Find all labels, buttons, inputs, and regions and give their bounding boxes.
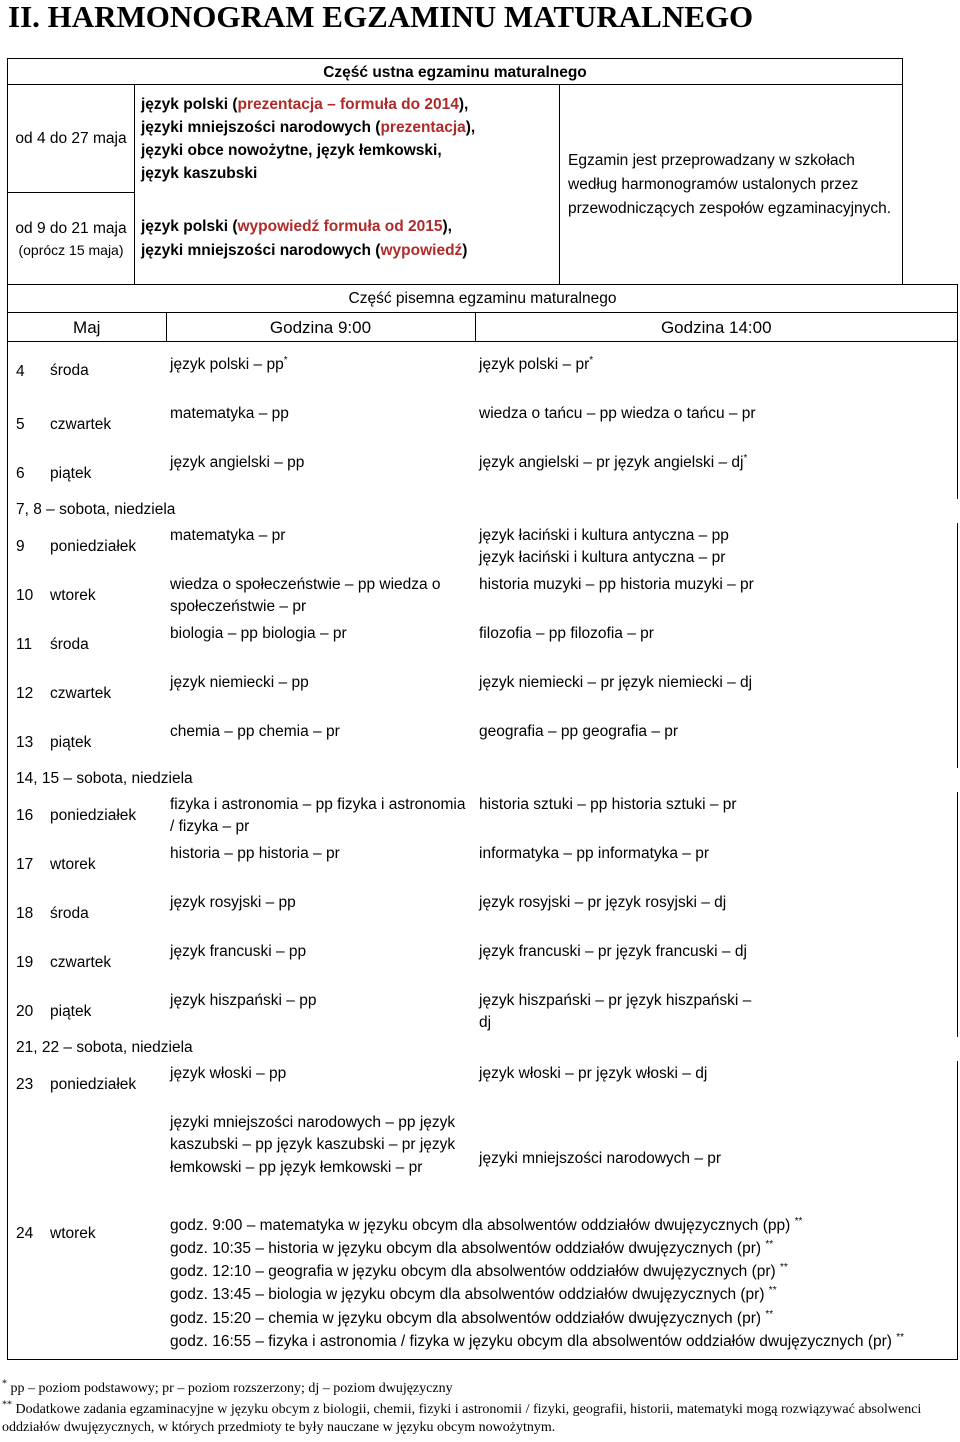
day-name-text: poniedziałek — [50, 1075, 137, 1093]
table-row — [8, 341, 958, 401]
day-number — [8, 988, 47, 1037]
weekend-cell — [8, 768, 958, 792]
bilingual-exam-line — [170, 1330, 953, 1353]
table-row — [8, 890, 958, 939]
day-name-text: czwartek — [50, 953, 112, 971]
exam-14-text: język włoski – pr język włoski – dj — [479, 1064, 708, 1082]
day-number-text: 4 — [16, 362, 25, 380]
day-number — [8, 1061, 47, 1110]
txt-red: prezentacja — [380, 118, 466, 136]
footnote-text: pp – poziom podstawowy; pr – poziom rozszerzony; dj – poziom dwujęzyczny — [10, 1381, 453, 1396]
day-name-text: czwartek — [50, 415, 112, 433]
exam-14 — [475, 341, 958, 401]
oral-line: język kaszubski — [141, 165, 258, 183]
table-row — [8, 523, 958, 572]
day-number-text: 10 — [16, 586, 34, 604]
exam-9 — [166, 719, 475, 768]
day-name — [46, 401, 166, 450]
table-row — [8, 719, 958, 768]
weekend-cell — [8, 499, 958, 523]
bilingual-exam-line — [170, 1307, 953, 1330]
day-number — [8, 890, 47, 939]
exam-9 — [166, 523, 475, 572]
day-number — [8, 670, 47, 719]
exam-14 — [475, 988, 958, 1037]
txt: języki mniejszości narodowych ( — [141, 118, 381, 136]
weekend-cell — [8, 1037, 958, 1061]
oral-dates-2 — [8, 193, 135, 285]
oral-line — [141, 215, 553, 238]
day-name — [46, 988, 166, 1037]
footnote-1 — [2, 1380, 453, 1398]
exam-14 — [475, 1110, 958, 1210]
bilingual-exam-line — [170, 1214, 953, 1237]
exam-9-text: język włoski – pp — [170, 1064, 287, 1082]
exam-14 — [475, 523, 958, 572]
table-row — [8, 1037, 958, 1061]
footnote-mark: * — [589, 354, 594, 366]
exam-9 — [166, 341, 475, 401]
exam-9-text: język polski – pp — [170, 355, 284, 373]
day-name-text: środa — [50, 904, 89, 922]
oral-info: Egzamin jest przeprowadzany w szkołach według harmonogramów ustalonych przez przewodniczących zespołów egzaminacyjnych. — [568, 151, 892, 217]
exam-9-text: matematyka – pr — [170, 526, 286, 544]
exam-9 — [166, 792, 475, 841]
txt: ), — [458, 95, 469, 113]
weekend-label: 14, 15 – sobota, niedziela — [16, 770, 193, 788]
exam-9 — [166, 450, 475, 499]
txt: języki mniejszości narodowych ( — [141, 241, 381, 259]
day-name-text: czwartek — [50, 684, 112, 702]
day-number — [8, 450, 47, 499]
day-name-text: środa — [50, 635, 89, 653]
day-number-text: 20 — [16, 1002, 34, 1020]
txt-red: wypowiedź — [380, 241, 463, 259]
exam-14 — [475, 1061, 958, 1110]
exam-14-text: historia sztuki – pp historia sztuki – pr — [479, 795, 737, 813]
table-row — [8, 792, 958, 841]
txt-red: prezentacja – formuła do 2014 — [237, 95, 459, 113]
day-number — [8, 401, 47, 450]
exam-9-text: język angielski – pp — [170, 453, 305, 471]
exam-9-text: języki mniejszości narodowych – pp język kaszubski – pp język kaszubski – pr język łemkowski – pp język łemkowski – pr — [170, 1113, 456, 1176]
col-month: Maj — [8, 313, 167, 342]
oral-dates-2-note: (oprócz 15 maja) — [18, 242, 124, 259]
txt: język polski ( — [141, 218, 238, 236]
weekend-label: 7, 8 – sobota, niedziela — [16, 501, 176, 519]
day-name — [46, 621, 166, 670]
bilingual-exam-line — [170, 1283, 953, 1306]
page-title: II. HARMONOGRAM EGZAMINU MATURALNEGO — [8, 0, 754, 34]
day-name — [46, 890, 166, 939]
table-row — [8, 768, 958, 792]
day-number — [8, 841, 47, 890]
oral-line: języki obce nowożytne, język łemkowski, — [141, 142, 442, 160]
bilingual-exam-line — [170, 1260, 953, 1283]
day-number — [8, 792, 47, 841]
day-name — [46, 572, 166, 621]
exam-9-text: historia – pp historia – pr — [170, 844, 340, 862]
exam-14 — [475, 621, 958, 670]
exam-14 — [475, 450, 958, 499]
exam-14-text: wiedza o tańcu – pp wiedza o tańcu – pr — [479, 404, 756, 422]
txt: język polski ( — [141, 95, 238, 113]
day-number-text: 12 — [16, 684, 34, 702]
day-number — [8, 719, 47, 768]
exam-9-text: fizyka i astronomia – pp fizyka i astronomia / fizyka – pr — [170, 795, 466, 836]
exam-14 — [475, 719, 958, 768]
day-name — [46, 450, 166, 499]
day-number-text: 19 — [16, 953, 34, 971]
written-exam-table — [7, 284, 958, 1360]
table-row — [8, 939, 958, 988]
bilingual-exam-text: godz. 13:45 – biologia w języku obcym dla absolwentów oddziałów dwujęzycznych (pr) — [170, 1286, 765, 1304]
txt-red: wypowiedź formuła od 2015 — [237, 218, 443, 236]
footnote-mark: * — [2, 1378, 7, 1390]
footnote-mark: ** — [2, 1399, 12, 1411]
table-row — [8, 499, 958, 523]
exam-14-text: język łaciński i kultura antyczna – pp język łaciński i kultura antyczna – pr — [479, 526, 729, 567]
written-heading-cell — [8, 285, 958, 313]
day-number — [8, 1110, 47, 1360]
oral-line — [141, 93, 553, 116]
exam-9 — [166, 841, 475, 890]
day-name — [46, 792, 166, 841]
txt: ), — [465, 118, 476, 136]
exam-9 — [166, 670, 475, 719]
day-number-text: 5 — [16, 415, 25, 433]
exam-9-text: wiedza o społeczeństwie – pp wiedza o społeczeństwie – pr — [170, 575, 441, 616]
table-row — [8, 572, 958, 621]
exam-14-text: język francuski – pr język francuski – dj — [479, 942, 747, 960]
footnote-mark: ** — [765, 1308, 774, 1320]
exam-9 — [166, 401, 475, 450]
footnote-mark: ** — [780, 1261, 788, 1273]
day-name-text: poniedziałek — [50, 537, 137, 555]
day-number — [8, 572, 47, 621]
day-name — [46, 523, 166, 572]
oral-subjects-2 — [135, 193, 560, 285]
oral-dates-1-text: od 4 do 27 maja — [15, 129, 127, 147]
day-name-text: wtorek — [50, 586, 96, 604]
table-row — [8, 621, 958, 670]
table-row — [8, 1110, 958, 1210]
day-number-text: 16 — [16, 806, 34, 824]
day-name-text: piątek — [50, 1002, 92, 1020]
exam-14 — [475, 890, 958, 939]
day-number — [8, 621, 47, 670]
exam-14-text: filozofia – pp filozofia – pr — [479, 624, 654, 642]
exam-14-text: informatyka – pp informatyka – pr — [479, 844, 710, 862]
day-number-text: 24 — [16, 1225, 34, 1243]
bilingual-exam-text: godz. 16:55 – fizyka i astronomia / fizyka w języku obcym dla absolwentów oddziałów dwujęzycznych (pr) — [170, 1332, 892, 1350]
txt: ) — [462, 241, 468, 259]
oral-line — [141, 116, 553, 139]
txt: ), — [442, 218, 452, 236]
exam-14-text: język polski – pr — [479, 355, 590, 373]
day-name — [46, 341, 166, 401]
exam-9-text: język niemiecki – pp — [170, 673, 309, 691]
oral-exam-table — [7, 58, 903, 285]
day-number-text: 17 — [16, 855, 34, 873]
oral-heading: Część ustna egzaminu maturalnego — [323, 64, 587, 81]
day-number — [8, 341, 47, 401]
day-number-text: 23 — [16, 1075, 34, 1093]
day-number-text: 9 — [16, 537, 25, 555]
exam-14 — [475, 670, 958, 719]
exam-14 — [475, 841, 958, 890]
table-row — [8, 841, 958, 890]
table-row — [8, 670, 958, 719]
table-row — [8, 450, 958, 499]
exam-9 — [166, 1061, 475, 1110]
exam-9-text: język hiszpański – pp — [170, 991, 317, 1009]
footnote-mark: * — [283, 354, 288, 366]
day-number-text: 6 — [16, 464, 25, 482]
table-row — [8, 988, 958, 1037]
day-name-text: piątek — [50, 464, 92, 482]
exam-14 — [475, 939, 958, 988]
day-name — [46, 1110, 166, 1360]
exam-9 — [166, 988, 475, 1037]
exam-9 — [166, 939, 475, 988]
oral-heading-cell — [8, 59, 903, 85]
day-name — [46, 939, 166, 988]
exam-9 — [166, 621, 475, 670]
day-number-text: 13 — [16, 733, 34, 751]
bilingual-exam-text: godz. 9:00 – matematyka w języku obcym dla absolwentów oddziałów dwujęzycznych (pp) — [170, 1216, 791, 1234]
col-9: Godzina 9:00 — [166, 313, 475, 342]
bilingual-exam-text: godz. 10:35 – historia w języku obcym dla absolwentów oddziałów dwujęzycznych (pr) — [170, 1239, 762, 1257]
day-name — [46, 670, 166, 719]
footnote-mark: ** — [765, 1238, 774, 1250]
exam-14-text: język rosyjski – pr język rosyjski – dj — [479, 893, 727, 911]
exam-9-text: biologia – pp biologia – pr — [170, 624, 347, 642]
oral-info-cell — [560, 85, 903, 285]
day-number — [8, 523, 47, 572]
weekend-label: 21, 22 – sobota, niedziela — [16, 1039, 193, 1057]
exam-14 — [475, 401, 958, 450]
day-number-text: 11 — [16, 635, 33, 653]
footnote-text: Dodatkowe zadania egzaminacyjne w języku obcym z biologii, chemii, fizyki i astronomii / fizyki, geografii, historii, matematyki mogą rozwiązywać absolwenci oddziałów dwujęzycznych, w których przedmioty te były nauczane w języku obcym nowożytnym. — [2, 1402, 922, 1435]
bilingual-exams — [166, 1210, 958, 1360]
oral-dates-1 — [8, 85, 135, 193]
oral-dates-2-text: od 9 do 21 maja — [15, 219, 127, 237]
bilingual-exam-text: godz. 12:10 – geografia w języku obcym dla absolwentów oddziałów dwujęzycznych (pr) — [170, 1263, 776, 1281]
day-name-text: poniedziałek — [50, 806, 137, 824]
oral-subjects-1 — [135, 85, 560, 193]
col-14: Godzina 14:00 — [475, 313, 958, 342]
exam-14-text: język hiszpański – pr język hiszpański – dj — [479, 991, 752, 1032]
exam-14-text: geografia – pp geografia – pr — [479, 722, 679, 740]
bilingual-exam-line — [170, 1237, 953, 1260]
day-name-text: środa — [50, 361, 89, 379]
footnote-mark: ** — [794, 1215, 803, 1227]
oral-line — [141, 239, 553, 262]
exam-9-text: chemia – pp chemia – pr — [170, 722, 340, 740]
day-name — [46, 719, 166, 768]
exam-9-text: język rosyjski – pp — [170, 893, 296, 911]
day-name — [46, 1061, 166, 1110]
day-number-text: 18 — [16, 904, 34, 922]
day-name-text: piątek — [50, 733, 92, 751]
exam-14 — [475, 572, 958, 621]
exam-14 — [475, 792, 958, 841]
exam-9 — [166, 572, 475, 621]
footnote-2 — [2, 1401, 952, 1437]
exam-9-text: język francuski – pp — [170, 942, 307, 960]
bilingual-exam-text: godz. 15:20 – chemia w języku obcym dla absolwentów oddziałów dwujęzycznych (pr) — [170, 1309, 762, 1327]
exam-14-text: historia muzyki – pp historia muzyki – pr — [479, 575, 754, 593]
day-name-text: wtorek — [50, 1225, 96, 1243]
footnote-mark: ** — [896, 1331, 905, 1343]
footnote-mark: * — [743, 452, 748, 464]
exam-9 — [166, 890, 475, 939]
day-name-text: wtorek — [50, 855, 96, 873]
day-name — [46, 841, 166, 890]
exam-14-text: język niemiecki – pr język niemiecki – dj — [479, 673, 753, 691]
exam-14-text: język angielski – pr język angielski – dj — [479, 453, 744, 471]
day-number — [8, 939, 47, 988]
table-row — [8, 401, 958, 450]
table-row — [8, 1061, 958, 1110]
footnote-mark: ** — [768, 1285, 777, 1297]
written-heading: Część pisemna egzaminu maturalnego — [348, 290, 617, 307]
exam-9 — [166, 1110, 475, 1210]
exam-9-text: matematyka – pp — [170, 404, 289, 422]
exam-14-text: języki mniejszości narodowych – pr — [479, 1150, 722, 1168]
